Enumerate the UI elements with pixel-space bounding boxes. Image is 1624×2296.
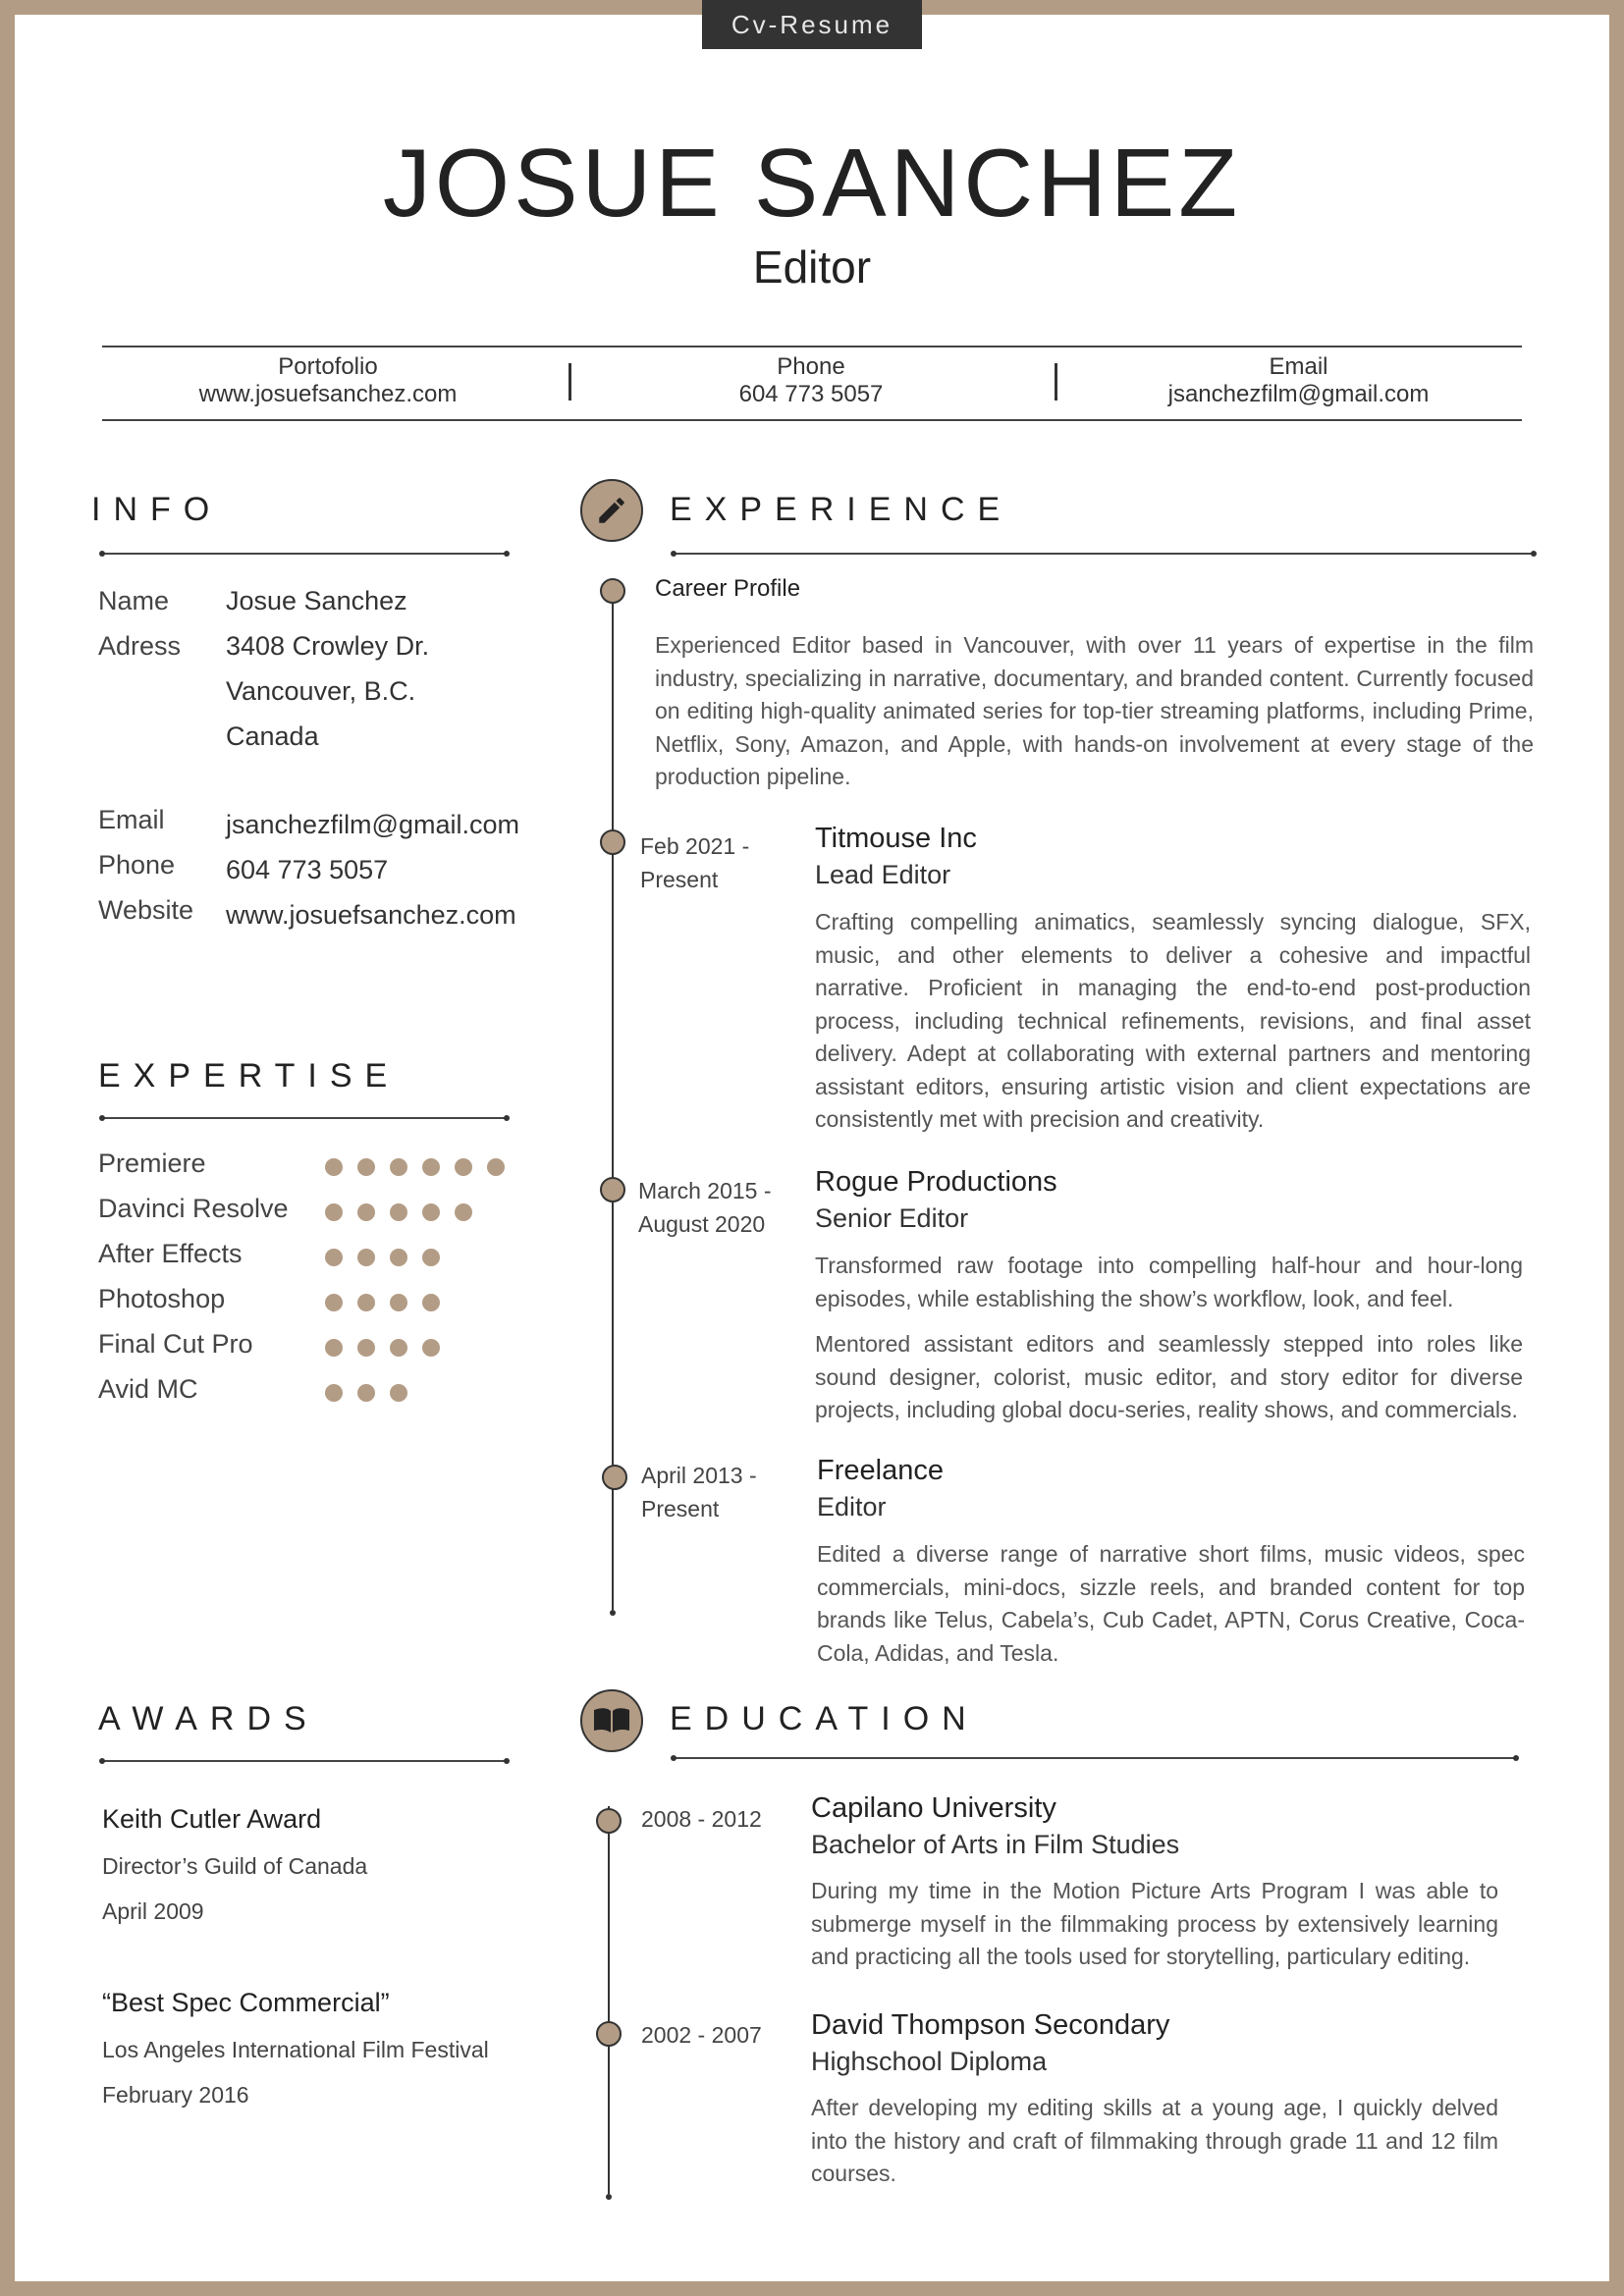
- contact-portfolio-label: Portofolio: [278, 353, 378, 380]
- education-heading: EDUCATION: [670, 1700, 979, 1737]
- skill-level-dot: [357, 1249, 375, 1266]
- skill-level-rating: [325, 1203, 472, 1221]
- skill-name: Premiere: [98, 1148, 206, 1178]
- job-title: Editor: [817, 1492, 887, 1522]
- timeline-node: [600, 829, 625, 855]
- candidate-role: Editor: [752, 241, 872, 293]
- experience-timeline: [612, 589, 614, 1610]
- job-date: [641, 1459, 757, 1525]
- awards-rule: [102, 1760, 507, 1762]
- education-school: David Thompson Secondary: [811, 2009, 1170, 2041]
- contact-portfolio-value[interactable]: www.josuefsanchez.com: [198, 381, 458, 407]
- skill-level-dot: [325, 1203, 343, 1221]
- job-description: Edited a diverse range of narrative short films, music videos, spec commercials, mini-docs, sizzle reels, and branded content for top brands like Telus, Cabela’s, Cub Cadet, APTN, Corus Creative, Coca-Cola, Adidas, and Tesla.: [817, 1541, 1525, 1666]
- contact-bottom-divider: [102, 419, 1522, 421]
- skill-level-dot: [357, 1158, 375, 1176]
- job-company: Rogue Productions: [815, 1166, 1057, 1198]
- skill-name: Photoshop: [98, 1284, 226, 1313]
- info-address-line: 3408 Crowley Dr.: [226, 631, 430, 661]
- info-name-label: Name: [98, 586, 170, 615]
- skill-level-dot: [422, 1158, 440, 1176]
- skill-level-dot: [390, 1158, 407, 1176]
- contact-portfolio: [102, 353, 554, 408]
- info-name-value: Josue Sanchez: [226, 586, 407, 615]
- job-date: [638, 1174, 772, 1241]
- education-school: Capilano University: [811, 1792, 1056, 1824]
- skill-level-dot: [325, 1384, 343, 1402]
- job-date-start: Feb 2021 -: [640, 833, 750, 859]
- timeline-end: [610, 1610, 616, 1616]
- info-email-label: Email: [98, 805, 165, 834]
- job-title: Senior Editor: [815, 1203, 969, 1233]
- award-title: Keith Cutler Award: [102, 1804, 322, 1834]
- contact-email-value[interactable]: jsanchezfilm@gmail.com: [1167, 381, 1430, 407]
- award-organization: Los Angeles International Film Festival: [102, 2037, 489, 2062]
- book-icon: [580, 1689, 643, 1752]
- award-date: April 2009: [102, 1898, 204, 1924]
- skill-level-rating: [325, 1249, 440, 1266]
- award-organization: Director’s Guild of Canada: [102, 1853, 368, 1879]
- skill-level-dot: [325, 1158, 343, 1176]
- pencil-icon: [580, 479, 643, 542]
- info-address-line: Vancouver, B.C.: [226, 676, 416, 706]
- skill-level-dot: [325, 1339, 343, 1357]
- skill-name: Davinci Resolve: [98, 1194, 289, 1223]
- career-profile-text: Experienced Editor based in Vancouver, with over 11 years of expertise in the film industry, specializing in narrative, documentary, and branded content. Currently focused on editing high-quality animated series for top-tier streaming platforms, including Prime, Netflix, Sony, Amazon, and Apple, with hands-on involvement at every stage of the production pipeline.: [655, 632, 1534, 789]
- info-phone-value[interactable]: 604 773 5057: [226, 855, 389, 884]
- job-description: Transformed raw footage into compelling half-hour and hour-long episodes, while establishing the show’s workflow, look, and feel.: [815, 1253, 1523, 1311]
- skill-level-dot: [455, 1158, 472, 1176]
- skill-level-dot: [390, 1203, 407, 1221]
- education-date: 2008 - 2012: [641, 1806, 762, 1832]
- info-email-value[interactable]: jsanchezfilm@gmail.com: [226, 810, 519, 839]
- timeline-node: [602, 1465, 627, 1490]
- info-rule: [102, 553, 507, 555]
- job-description: Crafting compelling animatics, seamlessly syncing dialogue, SFX, music, and other elements to deliver a cohesive and impactful narrative. Proficient in managing the end-to-end post-production process, including technical refinements, revisions, and final asset delivery. Adept at collaborating with external partners and mentoring assistant editors, ensuring artistic vision and client expectations are consistently met with precision and creativity.: [815, 909, 1531, 1132]
- skill-level-dot: [390, 1339, 407, 1357]
- education-timeline: [608, 1806, 610, 2194]
- timeline-node: [600, 578, 625, 604]
- skill-level-dot: [422, 1249, 440, 1266]
- education-description: During my time in the Motion Picture Arts Program I was able to submerge myself in the filmmaking process by extensively learning and practicing all the tools used for storytelling, particulary editing.: [811, 1878, 1498, 1969]
- contact-phone-value[interactable]: 604 773 5057: [738, 381, 884, 407]
- contact-separator: [1055, 363, 1057, 400]
- job-date: [640, 829, 749, 896]
- timeline-node: [596, 2021, 622, 2047]
- education-description: After developing my editing skills at a young age, I quickly delved into the history and craft of filmmaking through grade 11 and 12 film courses.: [811, 2095, 1498, 2186]
- info-address-label: Adress: [98, 631, 182, 661]
- skill-level-dot: [422, 1294, 440, 1311]
- education-degree: Bachelor of Arts in Film Studies: [811, 1830, 1180, 1859]
- skill-level-dot: [390, 1294, 407, 1311]
- contact-separator: [568, 363, 571, 400]
- job-date-end: August 2020: [638, 1211, 766, 1237]
- skill-level-dot: [390, 1384, 407, 1402]
- contact-email: [1075, 353, 1522, 408]
- awards-heading: AWARDS: [98, 1700, 319, 1737]
- skill-level-rating: [325, 1158, 505, 1176]
- skill-level-dot: [357, 1203, 375, 1221]
- job-title: Lead Editor: [815, 860, 951, 889]
- info-website-value[interactable]: www.josuefsanchez.com: [226, 900, 516, 930]
- skill-level-dot: [357, 1384, 375, 1402]
- education-rule: [674, 1757, 1516, 1759]
- info-address-line: Canada: [226, 721, 319, 751]
- skill-level-dot: [357, 1339, 375, 1357]
- skill-name: After Effects: [98, 1239, 243, 1268]
- contact-email-label: Email: [1269, 353, 1328, 380]
- contact-top-divider: [102, 346, 1522, 347]
- expertise-heading: EXPERTISE: [98, 1057, 401, 1095]
- cv-resume-tag: Cv-Resume: [702, 0, 922, 49]
- skill-level-dot: [422, 1203, 440, 1221]
- info-phone-label: Phone: [98, 850, 176, 880]
- skill-level-rating: [325, 1384, 407, 1402]
- experience-rule: [674, 553, 1534, 555]
- timeline-node: [596, 1808, 622, 1834]
- timeline-end: [606, 2194, 612, 2200]
- career-profile-title: Career Profile: [655, 575, 801, 602]
- job-date-end: Present: [641, 1496, 720, 1522]
- award-title: “Best Spec Commercial”: [102, 1988, 390, 2017]
- skill-level-dot: [487, 1158, 505, 1176]
- skill-level-dot: [390, 1249, 407, 1266]
- skill-level-dot: [325, 1249, 343, 1266]
- candidate-name: JOSUE SANCHEZ: [382, 129, 1242, 237]
- skill-name: Avid MC: [98, 1374, 198, 1404]
- contact-phone-label: Phone: [777, 353, 845, 380]
- job-date-start: March 2015 -: [638, 1178, 772, 1203]
- job-company: Titmouse Inc: [815, 823, 977, 854]
- education-date: 2002 - 2007: [641, 2022, 762, 2048]
- job-date-end: Present: [640, 867, 719, 892]
- job-date-start: April 2013 -: [641, 1463, 757, 1488]
- experience-heading: EXPERIENCE: [670, 491, 1013, 528]
- award-date: February 2016: [102, 2082, 249, 2108]
- info-website-label: Website: [98, 895, 194, 925]
- skill-level-dot: [357, 1294, 375, 1311]
- timeline-node: [600, 1177, 625, 1202]
- skill-name: Final Cut Pro: [98, 1329, 253, 1359]
- job-description: Mentored assistant editors and seamlessly stepped into roles like sound designer, colorist, music editor, and story editor for diverse projects, including global docu-series, reality shows, and commercials.: [815, 1331, 1523, 1422]
- expertise-rule: [102, 1117, 507, 1119]
- contact-phone: [589, 353, 1033, 408]
- info-heading: INFO: [91, 491, 223, 528]
- skill-level-dot: [422, 1339, 440, 1357]
- skill-level-dot: [325, 1294, 343, 1311]
- skill-level-rating: [325, 1294, 440, 1311]
- education-degree: Highschool Diploma: [811, 2047, 1048, 2076]
- skill-level-dot: [455, 1203, 472, 1221]
- job-company: Freelance: [817, 1455, 944, 1486]
- skill-level-rating: [325, 1339, 440, 1357]
